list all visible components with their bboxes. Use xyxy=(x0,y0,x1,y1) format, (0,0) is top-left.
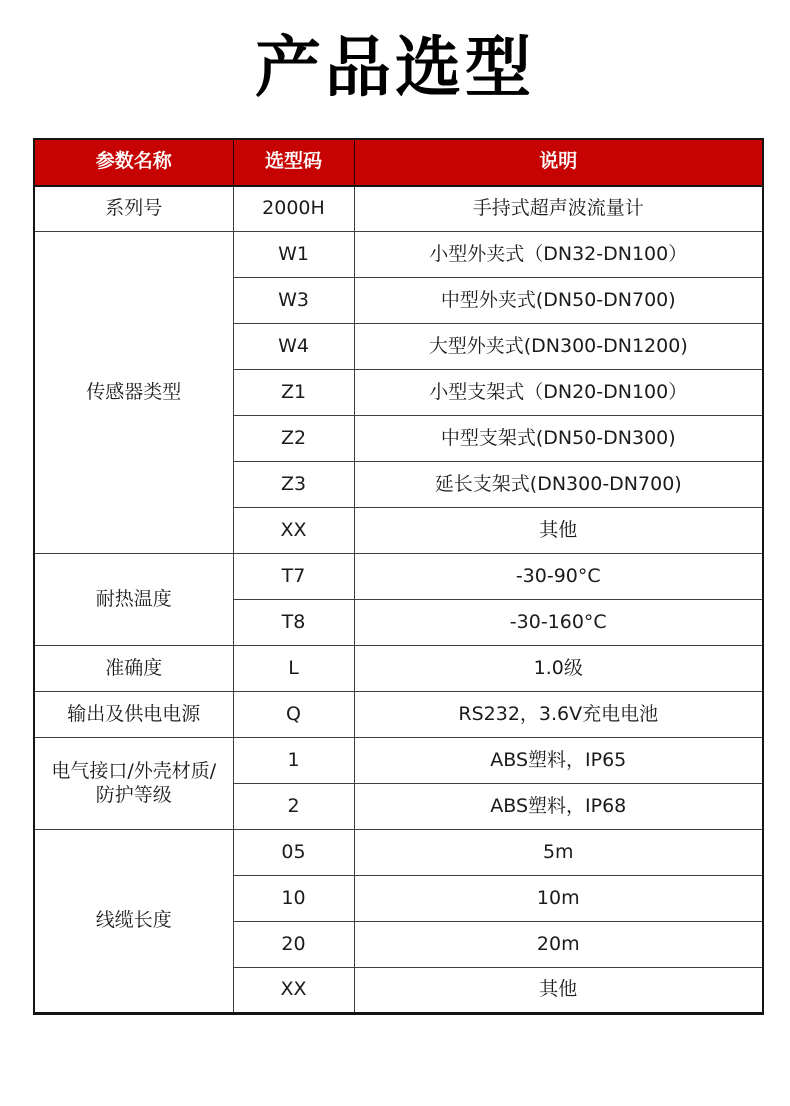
selection-code-cell: 1 xyxy=(233,738,354,784)
product-selection-table xyxy=(33,138,764,1016)
description-cell: -30-90°C xyxy=(354,554,763,600)
description-cell: ABS塑料，IP68 xyxy=(354,784,763,830)
parameter-name-cell: 系列号 xyxy=(34,186,233,232)
selection-code-cell: T8 xyxy=(233,600,354,646)
selection-code-cell: T7 xyxy=(233,554,354,600)
table-header-row xyxy=(34,139,763,186)
description-cell: 手持式超声波流量计 xyxy=(354,186,763,232)
selection-code-cell: Z3 xyxy=(233,462,354,508)
description-cell: 10m xyxy=(354,876,763,922)
description-cell: RS232，3.6V充电电池 xyxy=(354,692,763,738)
table-row xyxy=(34,692,763,738)
page-title: 产品选型 xyxy=(255,29,535,106)
selection-code-cell: Q xyxy=(233,692,354,738)
parameter-name-cell: 电气接口/外壳材质/防护等级 xyxy=(34,738,233,830)
description-cell: 小型外夹式（DN32-DN100） xyxy=(354,232,763,278)
selection-code-cell: Z1 xyxy=(233,370,354,416)
column-header-parameter-name: 参数名称 xyxy=(34,139,233,186)
description-cell: 其他 xyxy=(354,508,763,554)
table-row xyxy=(34,554,763,600)
table-header xyxy=(34,139,763,186)
description-cell: 1.0级 xyxy=(354,646,763,692)
description-cell: 延长支架式(DN300-DN700) xyxy=(354,462,763,508)
parameter-name-cell: 线缆长度 xyxy=(34,830,233,1014)
description-cell: 5m xyxy=(354,830,763,876)
selection-code-cell: W1 xyxy=(233,232,354,278)
selection-code-cell: 2 xyxy=(233,784,354,830)
description-cell: 20m xyxy=(354,922,763,968)
parameter-name-cell: 准确度 xyxy=(34,646,233,692)
column-header-selection-code: 选型码 xyxy=(233,139,354,186)
table-row xyxy=(34,830,763,876)
selection-code-cell: 2000H xyxy=(233,186,354,232)
selection-code-cell: XX xyxy=(233,968,354,1014)
selection-code-cell: L xyxy=(233,646,354,692)
parameter-name-cell: 输出及供电电源 xyxy=(34,692,233,738)
description-cell: -30-160°C xyxy=(354,600,763,646)
description-cell: 中型外夹式(DN50-DN700) xyxy=(354,278,763,324)
selection-code-cell: W4 xyxy=(233,324,354,370)
description-cell: 小型支架式（DN20-DN100） xyxy=(354,370,763,416)
description-cell: 其他 xyxy=(354,968,763,1014)
table-row xyxy=(34,646,763,692)
selection-code-cell: Z2 xyxy=(233,416,354,462)
description-cell: 大型外夹式(DN300-DN1200) xyxy=(354,324,763,370)
selection-code-cell: W3 xyxy=(233,278,354,324)
description-cell: ABS塑料，IP65 xyxy=(354,738,763,784)
selection-code-cell: 20 xyxy=(233,922,354,968)
table-body xyxy=(34,186,763,1014)
selection-code-cell: 05 xyxy=(233,830,354,876)
description-cell: 中型支架式(DN50-DN300) xyxy=(354,416,763,462)
parameter-name-cell: 耐热温度 xyxy=(34,554,233,646)
selection-code-cell: XX xyxy=(233,508,354,554)
selection-code-cell: 10 xyxy=(233,876,354,922)
table-row xyxy=(34,186,763,232)
table-row xyxy=(34,738,763,784)
table-row xyxy=(34,232,763,278)
parameter-name-cell: 传感器类型 xyxy=(34,232,233,554)
column-header-description: 说明 xyxy=(354,139,763,186)
